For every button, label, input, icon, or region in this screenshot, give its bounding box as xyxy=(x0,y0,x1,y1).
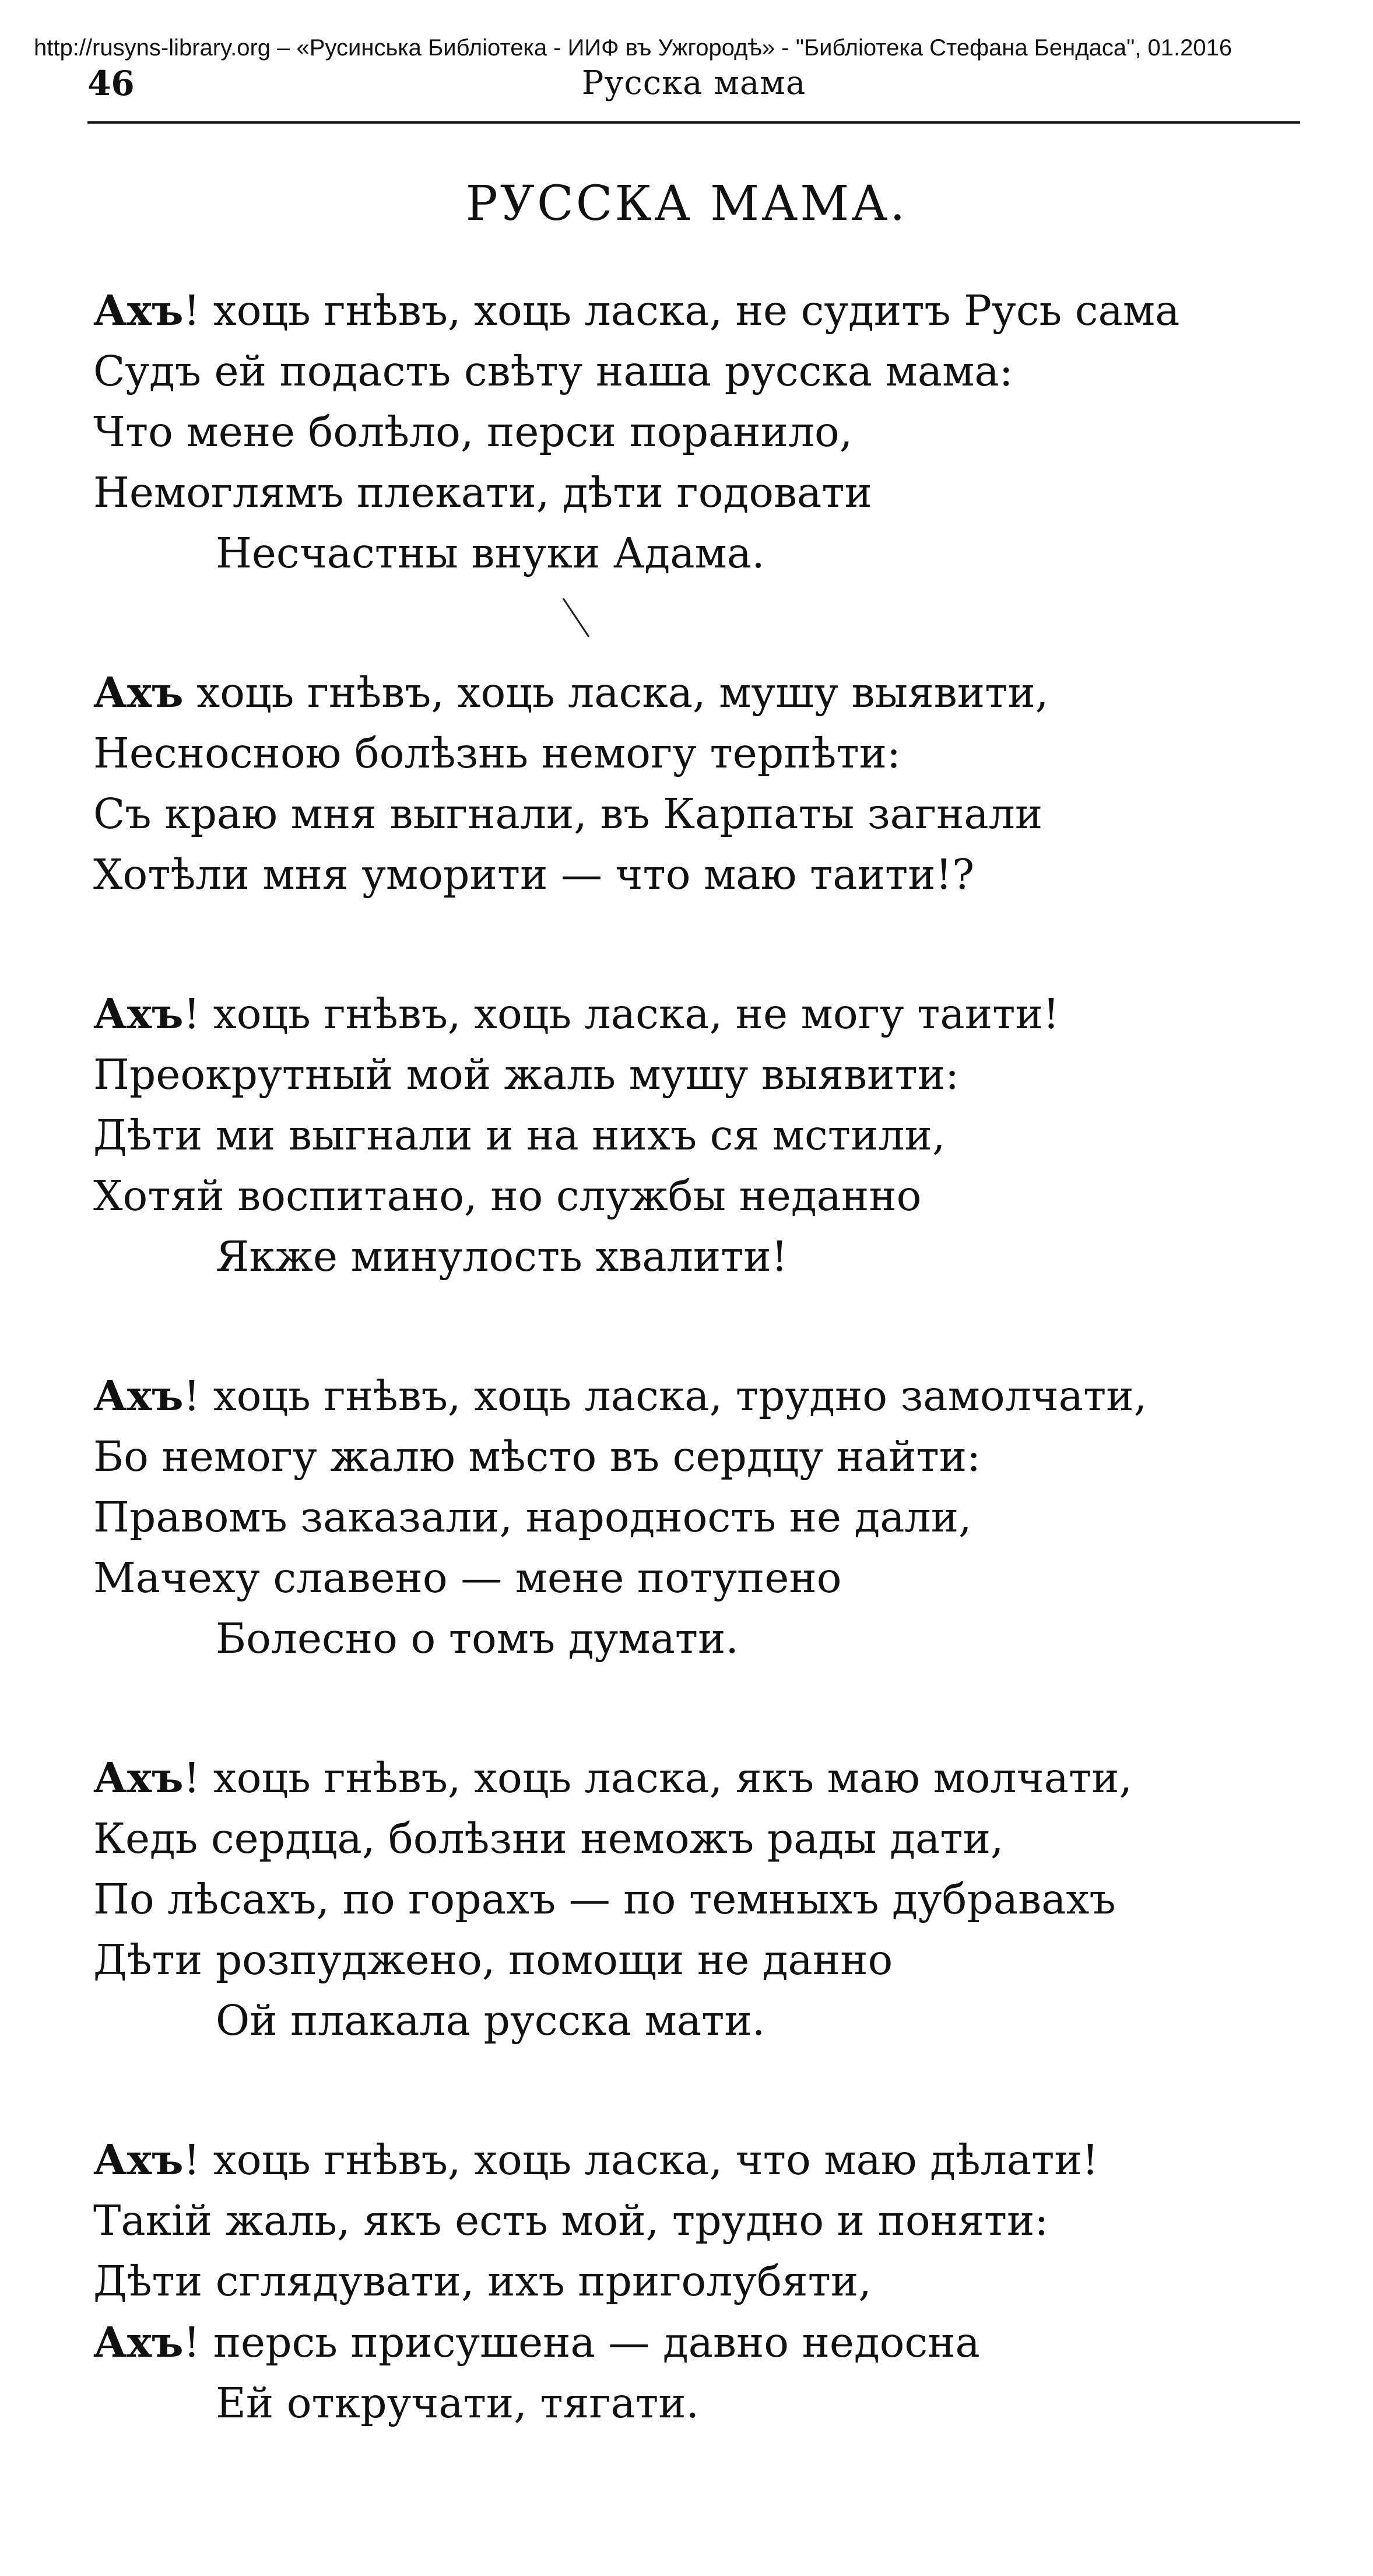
poem-line xyxy=(93,1105,1347,1166)
poem-line xyxy=(93,2312,1347,2373)
line-lead-word: Ахъ xyxy=(93,1753,184,1802)
line-text: Несчастны внуки Адама. xyxy=(216,529,765,577)
line-text: Преокрутный мой жаль мушу выявити: xyxy=(93,1050,960,1099)
stanza-4 xyxy=(93,1365,1347,1669)
line-text: ! хоць гнѣвъ, хоць ласка, не могу таити! xyxy=(183,990,1060,1038)
line-text: Правомъ заказали, народность не дали, xyxy=(93,1493,972,1541)
poem-line xyxy=(93,1548,1347,1608)
line-text: Съ краю мня выгнали, въ Карпаты загнали xyxy=(93,790,1043,838)
poem-line xyxy=(93,723,1347,784)
line-text: Хотѣли мня уморити — что маю таити!? xyxy=(93,850,975,899)
running-title: Русска мама xyxy=(581,64,806,102)
poem-line xyxy=(93,1747,1347,1809)
poem-line xyxy=(93,1930,1347,1990)
stanza-6 xyxy=(93,2129,1347,2434)
poem-line-indented xyxy=(93,2373,1347,2434)
line-text: Судъ ей подасть свѣту наша русска мама: xyxy=(93,347,1013,395)
line-text: ! хоць гнѣвъ, хоць ласка, якъ маю молчати, xyxy=(183,1754,1133,1802)
line-lead-word: Ахъ xyxy=(93,2135,184,2184)
line-text: По лѣсахъ, по горахъ — по темныхъ дубравахъ xyxy=(93,1875,1116,1923)
line-text: Мачеху славено — мене потупено xyxy=(93,1554,842,1602)
stanza-5 xyxy=(93,1747,1347,2051)
line-lead-word: Ахъ xyxy=(93,989,184,1038)
line-text: Болесно о томъ думати. xyxy=(216,1614,739,1663)
line-lead-word: Ахъ xyxy=(93,286,184,335)
line-text: ! хоць гнѣвъ, хоць ласка, не судитъ Русь сама xyxy=(183,286,1180,335)
stanza-2 xyxy=(93,662,1347,905)
line-text: Такій жаль, якъ есть мой, трудно и поняти: xyxy=(93,2196,1049,2245)
line-text: Бо немогу жалю мѣсто въ сердцу найти: xyxy=(93,1432,981,1481)
line-text: Немоглямъ плекати, дѣти годовати xyxy=(93,468,872,517)
line-text: ! хоць гнѣвъ, хоць ласка, что маю дѣлати! xyxy=(183,2136,1099,2184)
poem-line xyxy=(93,1365,1347,1427)
poem-line xyxy=(93,1869,1347,1930)
poem-line xyxy=(93,2251,1347,2312)
poem-line xyxy=(93,1166,1347,1226)
line-lead-word: Ахъ xyxy=(93,1371,184,1420)
poem-line xyxy=(93,844,1347,905)
poem-line xyxy=(93,1427,1347,1487)
line-text: хоць гнѣвъ, хоць ласка, мушу выявити, xyxy=(183,668,1049,717)
line-text: Кедь сердца, болѣзни неможъ рады дати, xyxy=(93,1814,1004,1863)
running-head xyxy=(87,63,1300,104)
stanza-3 xyxy=(93,983,1347,1287)
line-text: Ей откручати, тягати. xyxy=(216,2379,700,2427)
stanza-1 xyxy=(93,280,1347,584)
source-url-line: http://rusyns-library.org – «Русинська Библіотека - ИИФ въ Ужгородѣ» - "Библіотека Стефана Бендаса", 01.2016 xyxy=(34,35,1232,61)
poem-body xyxy=(93,280,1347,2512)
poem-line xyxy=(93,1487,1347,1548)
poem-line-indented xyxy=(93,1990,1347,2051)
line-text: Якже минулость хвалити! xyxy=(216,1232,788,1281)
line-lead-word: Ахъ xyxy=(93,668,184,717)
poem-line xyxy=(93,784,1347,844)
line-text: Дѣти ми выгнали и на нихъ ся мстили, xyxy=(93,1111,946,1159)
poem-line xyxy=(93,280,1347,341)
poem-line xyxy=(93,1045,1347,1105)
line-text: Ой плакала русска мати. xyxy=(216,1996,765,2045)
poem-line-indented xyxy=(93,1226,1347,1287)
line-text: Дѣти розпуджено, помощи не данно xyxy=(93,1936,893,1984)
poem-line-indented xyxy=(93,523,1347,584)
poem-line xyxy=(93,1809,1347,1869)
line-text: Хотяй воспитано, но службы неданно xyxy=(93,1172,922,1220)
poem-line xyxy=(93,662,1347,723)
line-text: ! персь присушена — давно недосна xyxy=(183,2318,980,2367)
poem-line xyxy=(93,462,1347,523)
poem-line xyxy=(93,2129,1347,2191)
poem-line xyxy=(93,2191,1347,2251)
line-text: Дѣти сглядувати, ихъ приголубяти, xyxy=(93,2257,872,2305)
poem-line xyxy=(93,402,1347,462)
header-divider xyxy=(87,121,1300,124)
line-text: Несносною болѣзнь немогу терпѣти: xyxy=(93,729,901,777)
line-text: ! хоць гнѣвъ, хоць ласка, трудно замолчати, xyxy=(183,1372,1147,1420)
line-text: Что мене болѣло, перси поранило, xyxy=(93,408,853,456)
poem-line-indented xyxy=(93,1608,1347,1669)
poem-line xyxy=(93,983,1347,1045)
line-lead-word: Ахъ xyxy=(93,2318,184,2367)
poem-line xyxy=(93,341,1347,402)
page-number: 46 xyxy=(87,64,135,103)
poem-title: РУССКА МАМА. xyxy=(465,176,908,232)
